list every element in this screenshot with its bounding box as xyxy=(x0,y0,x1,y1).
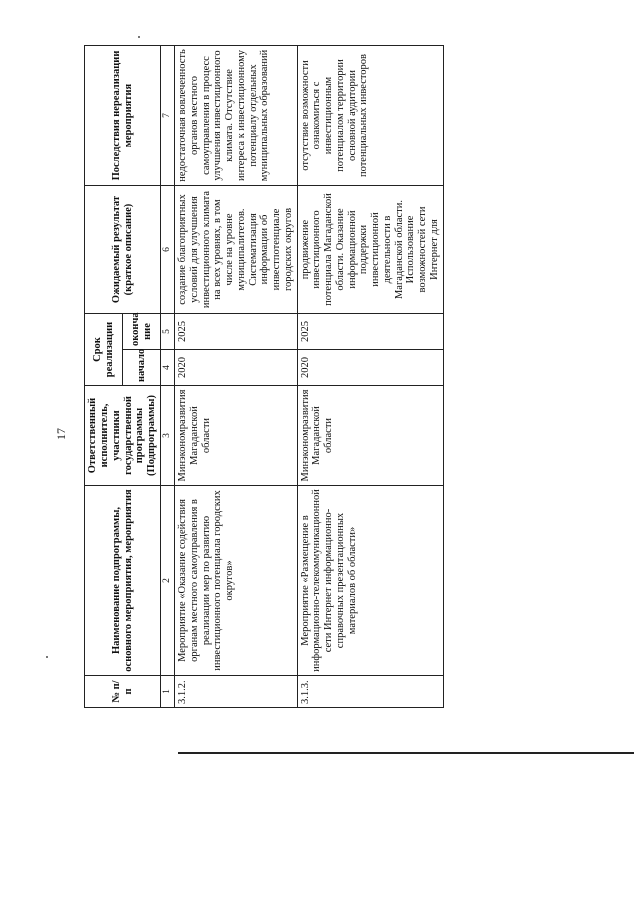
row-name: Мероприятие «Размещение в информационно-телекоммуникационной сети Интернет информационно-справочных презентационных материалов об области» xyxy=(297,486,443,676)
header-row xyxy=(85,46,123,708)
header-executor: Ответственный исполнитель, участники государственной программы (Подпрограммы) xyxy=(85,386,161,486)
page-number: 17 xyxy=(54,428,68,440)
header-end: оконча ние xyxy=(123,314,161,350)
document-table-rotated xyxy=(84,46,440,708)
column-number: 4 xyxy=(161,350,175,386)
column-number-row xyxy=(161,46,175,708)
row-consequences: недостаточная вовлеченность органов местного самоуправления в процесс улучшения инвестиционного климата. Отсутствие интереса к инвестиционному потенциалу отдельных муниципальных образований xyxy=(175,46,298,186)
column-number: 2 xyxy=(161,486,175,676)
bottom-rule xyxy=(178,752,634,754)
row-start: 2020 xyxy=(297,350,443,386)
column-number: 3 xyxy=(161,386,175,486)
row-num: 3.1.3. xyxy=(297,676,443,708)
column-number: 1 xyxy=(161,676,175,708)
row-result: создание благоприятных условий для улучшения инвестиционного климата на всех уровнях, в том числе на уровне муниципалитетов. Систематизация информации об инвестпотенциале городских округов xyxy=(175,186,298,314)
row-consequences: отсутствие возможности ознакомиться с инвестиционным потенциалом территории основной аудитории потенциальных инвесторов xyxy=(297,46,443,186)
row-start: 2020 xyxy=(175,350,298,386)
header-consequences: Последствия нереализации мероприятия xyxy=(85,46,161,186)
row-executor: Минэкономразвития Магаданской области xyxy=(175,386,298,486)
activities-table xyxy=(84,45,444,708)
table-row xyxy=(297,46,443,708)
table-row xyxy=(175,46,298,708)
row-end: 2025 xyxy=(297,314,443,350)
scan-dot xyxy=(46,656,48,658)
header-result: Ожидаемый результат (краткое описание) xyxy=(85,186,161,314)
row-num: 3.1.2. xyxy=(175,676,298,708)
row-executor: Минэкономразвития Магаданской области xyxy=(297,386,443,486)
scan-dot xyxy=(138,36,140,38)
column-number: 6 xyxy=(161,186,175,314)
header-name: Наименование подпрограммы, основного мероприятия, мероприятия xyxy=(85,486,161,676)
column-number: 5 xyxy=(161,314,175,350)
row-name: Мероприятие «Оказание содействия органам местного самоуправления в реализации мер по развитию инвестиционного потенциала городских округов» xyxy=(175,486,298,676)
header-num: № п/п xyxy=(85,676,161,708)
row-end: 2025 xyxy=(175,314,298,350)
row-result: продвижение инвестиционного потенциала Магаданской области. Оказание информационной поддержки инвестиционной деятельности в Магаданской области. Использование возможностей сети Интернет для xyxy=(297,186,443,314)
column-number: 7 xyxy=(161,46,175,186)
header-start: начало xyxy=(123,350,161,386)
header-period: Срок реализации xyxy=(85,314,123,386)
